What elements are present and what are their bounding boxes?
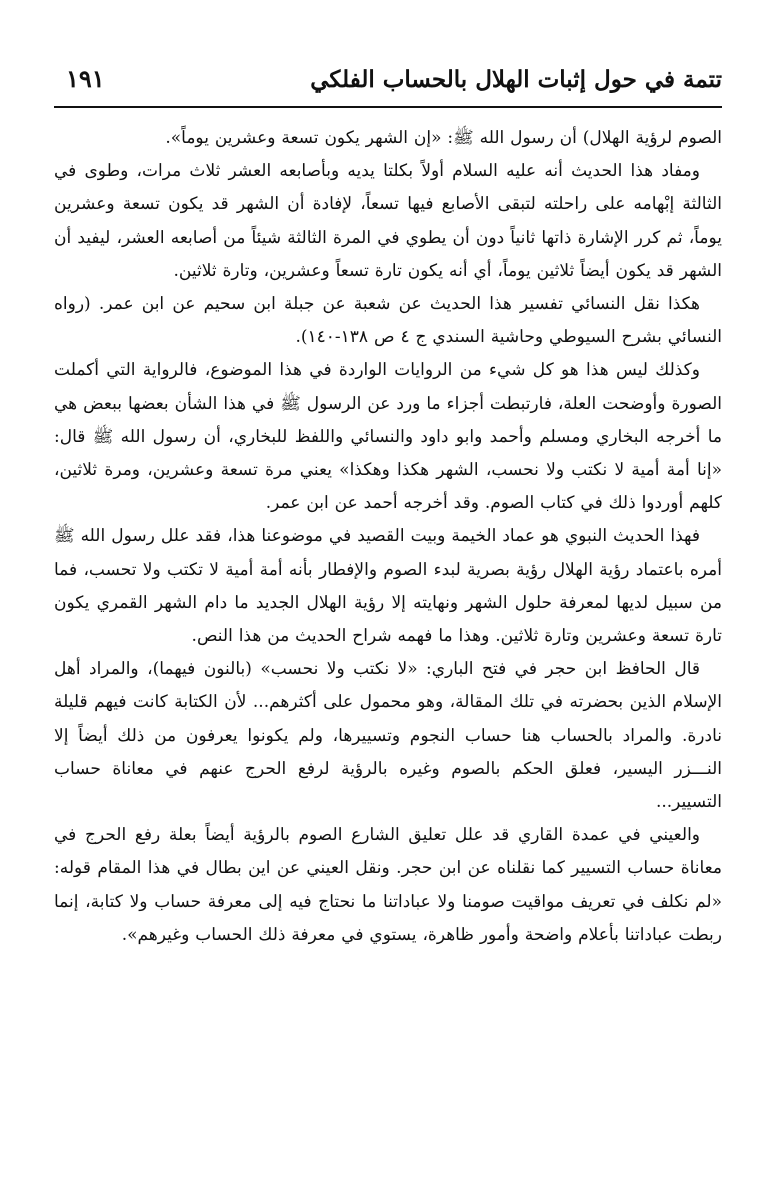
paragraph-1: الصوم لرؤية الهلال) أن رسول الله ﷺ: «إن الشهر يكون تسعة وعشرين يوماً». xyxy=(165,128,722,148)
body-text xyxy=(54,122,722,952)
page-number: ١٩١ xyxy=(66,64,105,93)
header-rule xyxy=(54,106,722,108)
running-header xyxy=(54,56,722,104)
paragraph-6: قال الحافظ ابن حجر في فتح الباري: «لا نكتب ولا نحسب» (بالنون فيهما)، والمراد أهل الإسلام الذين بحضرته في تلك المقالة، وهو محمول على أكثرهم... لأن الكتابة كانت فيهم قليلة نادرة. والمراد بالحساب هنا حساب النجوم وتسييرها، ولم يكونوا يعرفون من ذلك أيضاً إلا النـــزر اليسير، فعلق الحكم بالصوم وغيره بالرؤية لرفع الحرج عنهم في معاناة حساب التسيير... xyxy=(54,659,722,813)
paragraph-2: ومفاد هذا الحديث أنه عليه السلام أولاً بكلتا يديه وبأصابعه العشر ثلاث مرات، وطوى في الثالثة إبْهامه على راحلته لتبقى الأصابع فيها تسعاً، لإفادة أن الشهر قد يكون تسعة وعشرين يوماً، ثم كرر الإشارة ذاتها ثانياً دون أن يطوي في المرة الثالثة شيئاً من أصابعه العشر، ليفيد أن الشهر قد يكون أيضاً ثلاثين يوماً، أي أنه يكون تارة تسعاً وعشرين، وتارة ثلاثين. xyxy=(54,161,722,281)
paragraph-7: والعيني في عمدة القاري قد علل تعليق الشارع الصوم بالرؤية أيضاً بعلة رفع الحرج في معاناة حساب التسيير كما نقلناه عن ابن حجر. ونقل العيني عن اين بطال في هذا المقام قوله: «لم نكلف في تعريف مواقيت صومنا ولا عباداتنا ما نحتاج فيه إلى معرفة حساب ولا كتابة، إنما ربطت عباداتنا بأعلام واضحة وأمور ظاهرة، يستوي في معرفة ذلك الحساب وغيرهم». xyxy=(54,825,722,945)
paragraph-4: وكذلك ليس هذا هو كل شيء من الروايات الواردة في هذا الموضوع، فالرواية التي أكملت الصورة وأوضحت العلة، فارتبطت أجزاء ما ورد عن الرسول ﷺ في هذا الشأن بعضها ببعض هي ما أخرجه البخاري ومسلم وأحمد وابو داود والنسائي واللفظ للبخاري، أن رسول الله ﷺ قال: «إنا أمة أمية لا نكتب ولا نحسب، الشهر هكذا وهكذا» يعني مرة تسعة وعشرين، ومرة ثلاثين، كلهم أوردوا ذلك في كتاب الصوم. وقد أخرجه أحمد عن ابن عمر. xyxy=(54,360,722,514)
book-page xyxy=(54,56,722,1156)
paragraph-5: فهذا الحديث النبوي هو عماد الخيمة وبيت القصيد في موضوعنا هذا، فقد علل رسول الله ﷺ أمره باعتماد رؤية الهلال رؤية بصرية لبدء الصوم والإفطار بأنه أمة أمية لا تكتب ولا تحسب، فما من سبيل لديها لمعرفة حلول الشهر ونهايته إلا رؤية الهلال الجديد ما دام الشهر القمري يكون تارة تسعة وعشرين وتارة ثلاثين. وهذا ما فهمه شراح الحديث من هذا النص. xyxy=(54,526,722,647)
running-title: تتمة في حول إثبات الهلال بالحساب الفلكي xyxy=(310,66,722,93)
paragraph-3: هكذا نقل النسائي تفسير هذا الحديث عن شعبة عن جبلة ابن سحيم عن ابن عمر. (رواه النسائي بشرح السيوطي وحاشية السندي ج ٤ ص ١٣٨-١٤٠). xyxy=(54,294,722,348)
